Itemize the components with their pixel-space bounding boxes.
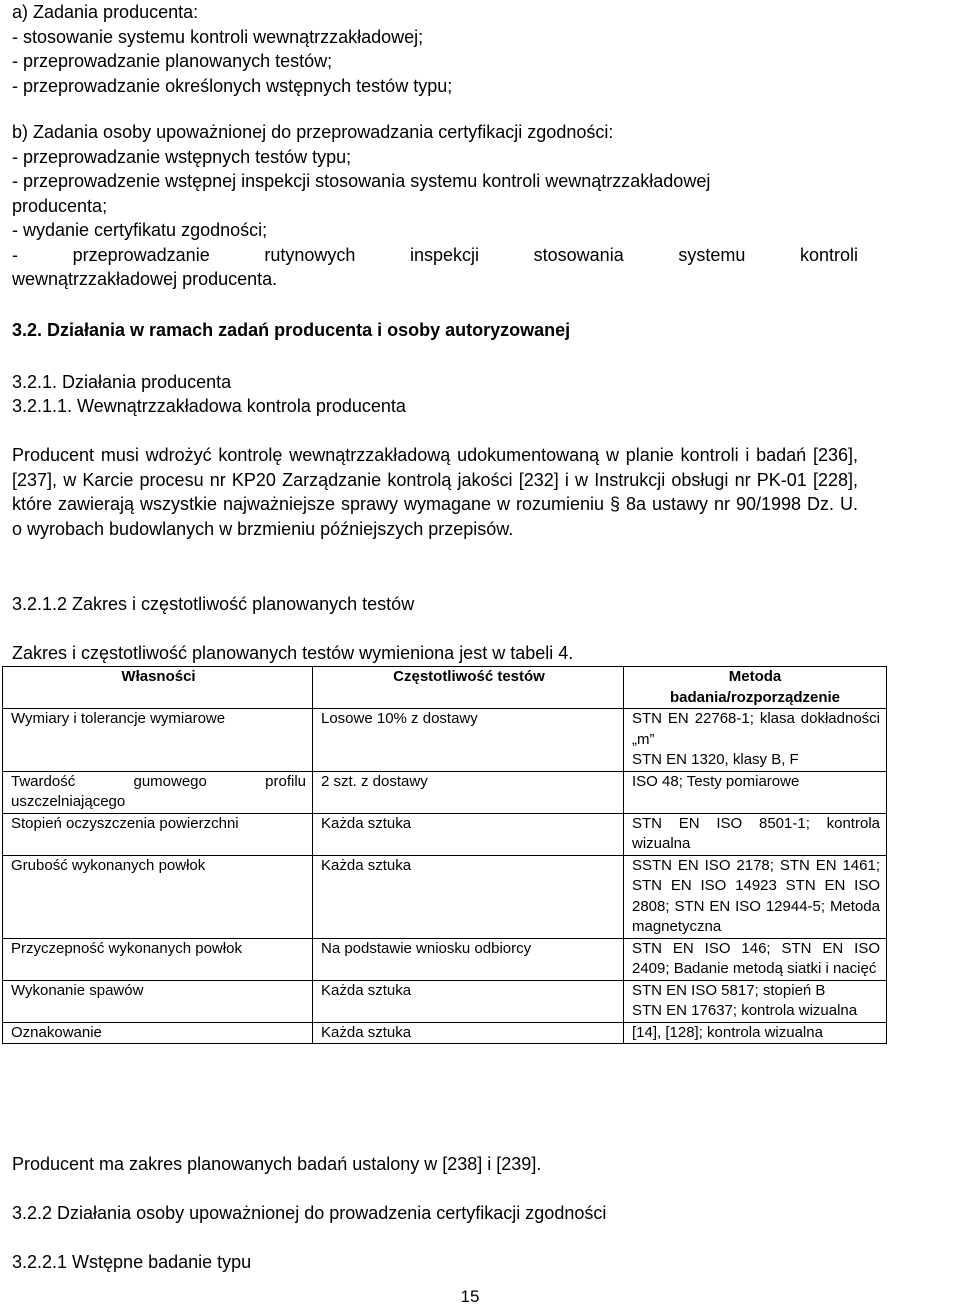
table-cell (624, 709, 887, 772)
table-cell: 2 szt. z dostawy (313, 771, 624, 813)
table-cell: Grubość wykonanych powłok (3, 855, 313, 938)
section-a (12, 0, 858, 98)
table-row (3, 980, 887, 1022)
section-a-title: a) Zadania producenta: (12, 2, 199, 22)
table-cell: Twardość gumowego profilu uszczelniającego (3, 771, 313, 813)
cell-line: STN EN 17637; kontrola wizualna (632, 1002, 858, 1019)
table-cell: Każda sztuka (313, 855, 624, 938)
table-cell: Każda sztuka (313, 1022, 624, 1044)
section-b-title: b) Zadania osoby upoważnionej do przeprowadzania certyfikacji zgodności: (12, 122, 614, 142)
table-row (3, 771, 887, 813)
table-cell: Stopień oczyszczenia powierzchni (3, 813, 313, 855)
table-cell: STN EN ISO 8501-1; kontrola wizualna (624, 813, 887, 855)
section-b-item: - przeprowadzanie wstępnych testów typu; (12, 146, 352, 167)
tests-table (2, 666, 887, 1044)
header-cell: Własności (3, 667, 313, 709)
table-cell: Przyczepność wykonanych powłok (3, 938, 313, 980)
section-b-item: - przeprowadzenie wstępnej inspekcji stosowania systemu kontroli wewnątrzzakładowej (12, 171, 711, 191)
paragraph-zakres: Zakres i częstotliwość planowanych testów wymieniona jest w tabeli 4. (12, 643, 574, 663)
section-b-item: - wydanie certyfikatu zgodności; (12, 220, 268, 240)
table-cell: ISO 48; Testy pomiarowe (624, 771, 887, 813)
table-cell: Każda sztuka (313, 980, 624, 1022)
table-cell (624, 980, 887, 1022)
heading-3-2-2-1: 3.2.2.1 Wstępne badanie typu (12, 1252, 252, 1272)
cell-line: STN EN ISO 5817; stopień B (632, 981, 826, 999)
table-cell: Wymiary i tolerancje wymiarowe (3, 709, 313, 772)
paragraph-producent: Producent musi wdrożyć kontrolę wewnątrzzakładową udokumentowaną w planie kontroli i badań [236], [237], w Karcie procesu nr KP20 Zarządzanie kontrolą jakości [232] i w Instrukcji obsługi nr PK-01 [228], które zawierają wszystkie najważniejsze sprawy wymagane w rozumieniu § 8a ustawy nr 90/1998 Dz. U. o wyrobach budowlanych w brzmieniu późniejszych przepisów. (12, 445, 858, 539)
heading-3-2-2: 3.2.2 Działania osoby upoważnionej do prowadzenia certyfikacji zgodności (12, 1203, 607, 1223)
table-row (3, 813, 887, 855)
heading-3-2-1: 3.2.1. Działania producenta (12, 372, 232, 392)
table-row (3, 709, 887, 772)
heading-3-2-1-1: 3.2.1.1. Wewnątrzzakładowa kontrola producenta (12, 396, 406, 416)
table-cell: Losowe 10% z dostawy (313, 709, 624, 772)
paragraph-badan: Producent ma zakres planowanych badań ustalony w [238] i [239]. (12, 1154, 542, 1174)
table-cell: Każda sztuka (313, 813, 624, 855)
header-cell: Częstotliwość testów (313, 667, 624, 709)
table-cell: SSTN EN ISO 2178; STN EN 1461; STN EN ISO 14923 STN EN ISO 2808; STN EN ISO 12944-5; Metoda magnetyczna (624, 855, 887, 938)
table-cell: STN EN ISO 146; STN EN ISO 2409; Badanie metodą siatki i nacięć (624, 938, 887, 980)
table-row (3, 938, 887, 980)
table-row (3, 1022, 887, 1044)
table-cell: [14], [128]; kontrola wizualna (624, 1022, 887, 1044)
section-b-item: - przeprowadzanie rutynowych inspekcji stosowania systemu kontroli (12, 244, 858, 265)
heading-3-2: 3.2. Działania w ramach zadań producenta i osoby autoryzowanej (12, 320, 571, 340)
heading-3-2-1-2: 3.2.1.2 Zakres i częstotliwość planowanych testów (12, 594, 415, 614)
section-a-item: - przeprowadzanie określonych wstępnych testów typu; (12, 75, 453, 96)
section-b-item-cont: producenta; (12, 195, 108, 216)
table-row (3, 855, 887, 938)
page-number: 15 (460, 1287, 480, 1306)
table-cell: Wykonanie spawów (3, 980, 313, 1022)
section-b (12, 120, 858, 292)
cell-line: STN EN 22768-1; klasa dokładności „m” (632, 710, 880, 748)
header-cell: Metoda badania/rozporządzenie (624, 667, 887, 709)
section-a-item: - stosowanie systemu kontroli wewnątrzzakładowej; (12, 26, 424, 47)
table-cell: Na podstawie wniosku odbiorcy (313, 938, 624, 980)
section-b-item-cont: wewnątrzzakładowej producenta. (12, 269, 278, 289)
table-cell: Oznakowanie (3, 1022, 313, 1044)
section-a-item: - przeprowadzanie planowanych testów; (12, 51, 333, 71)
cell-line: STN EN 1320, klasy B, F (632, 751, 799, 768)
table-header-row (3, 667, 887, 709)
